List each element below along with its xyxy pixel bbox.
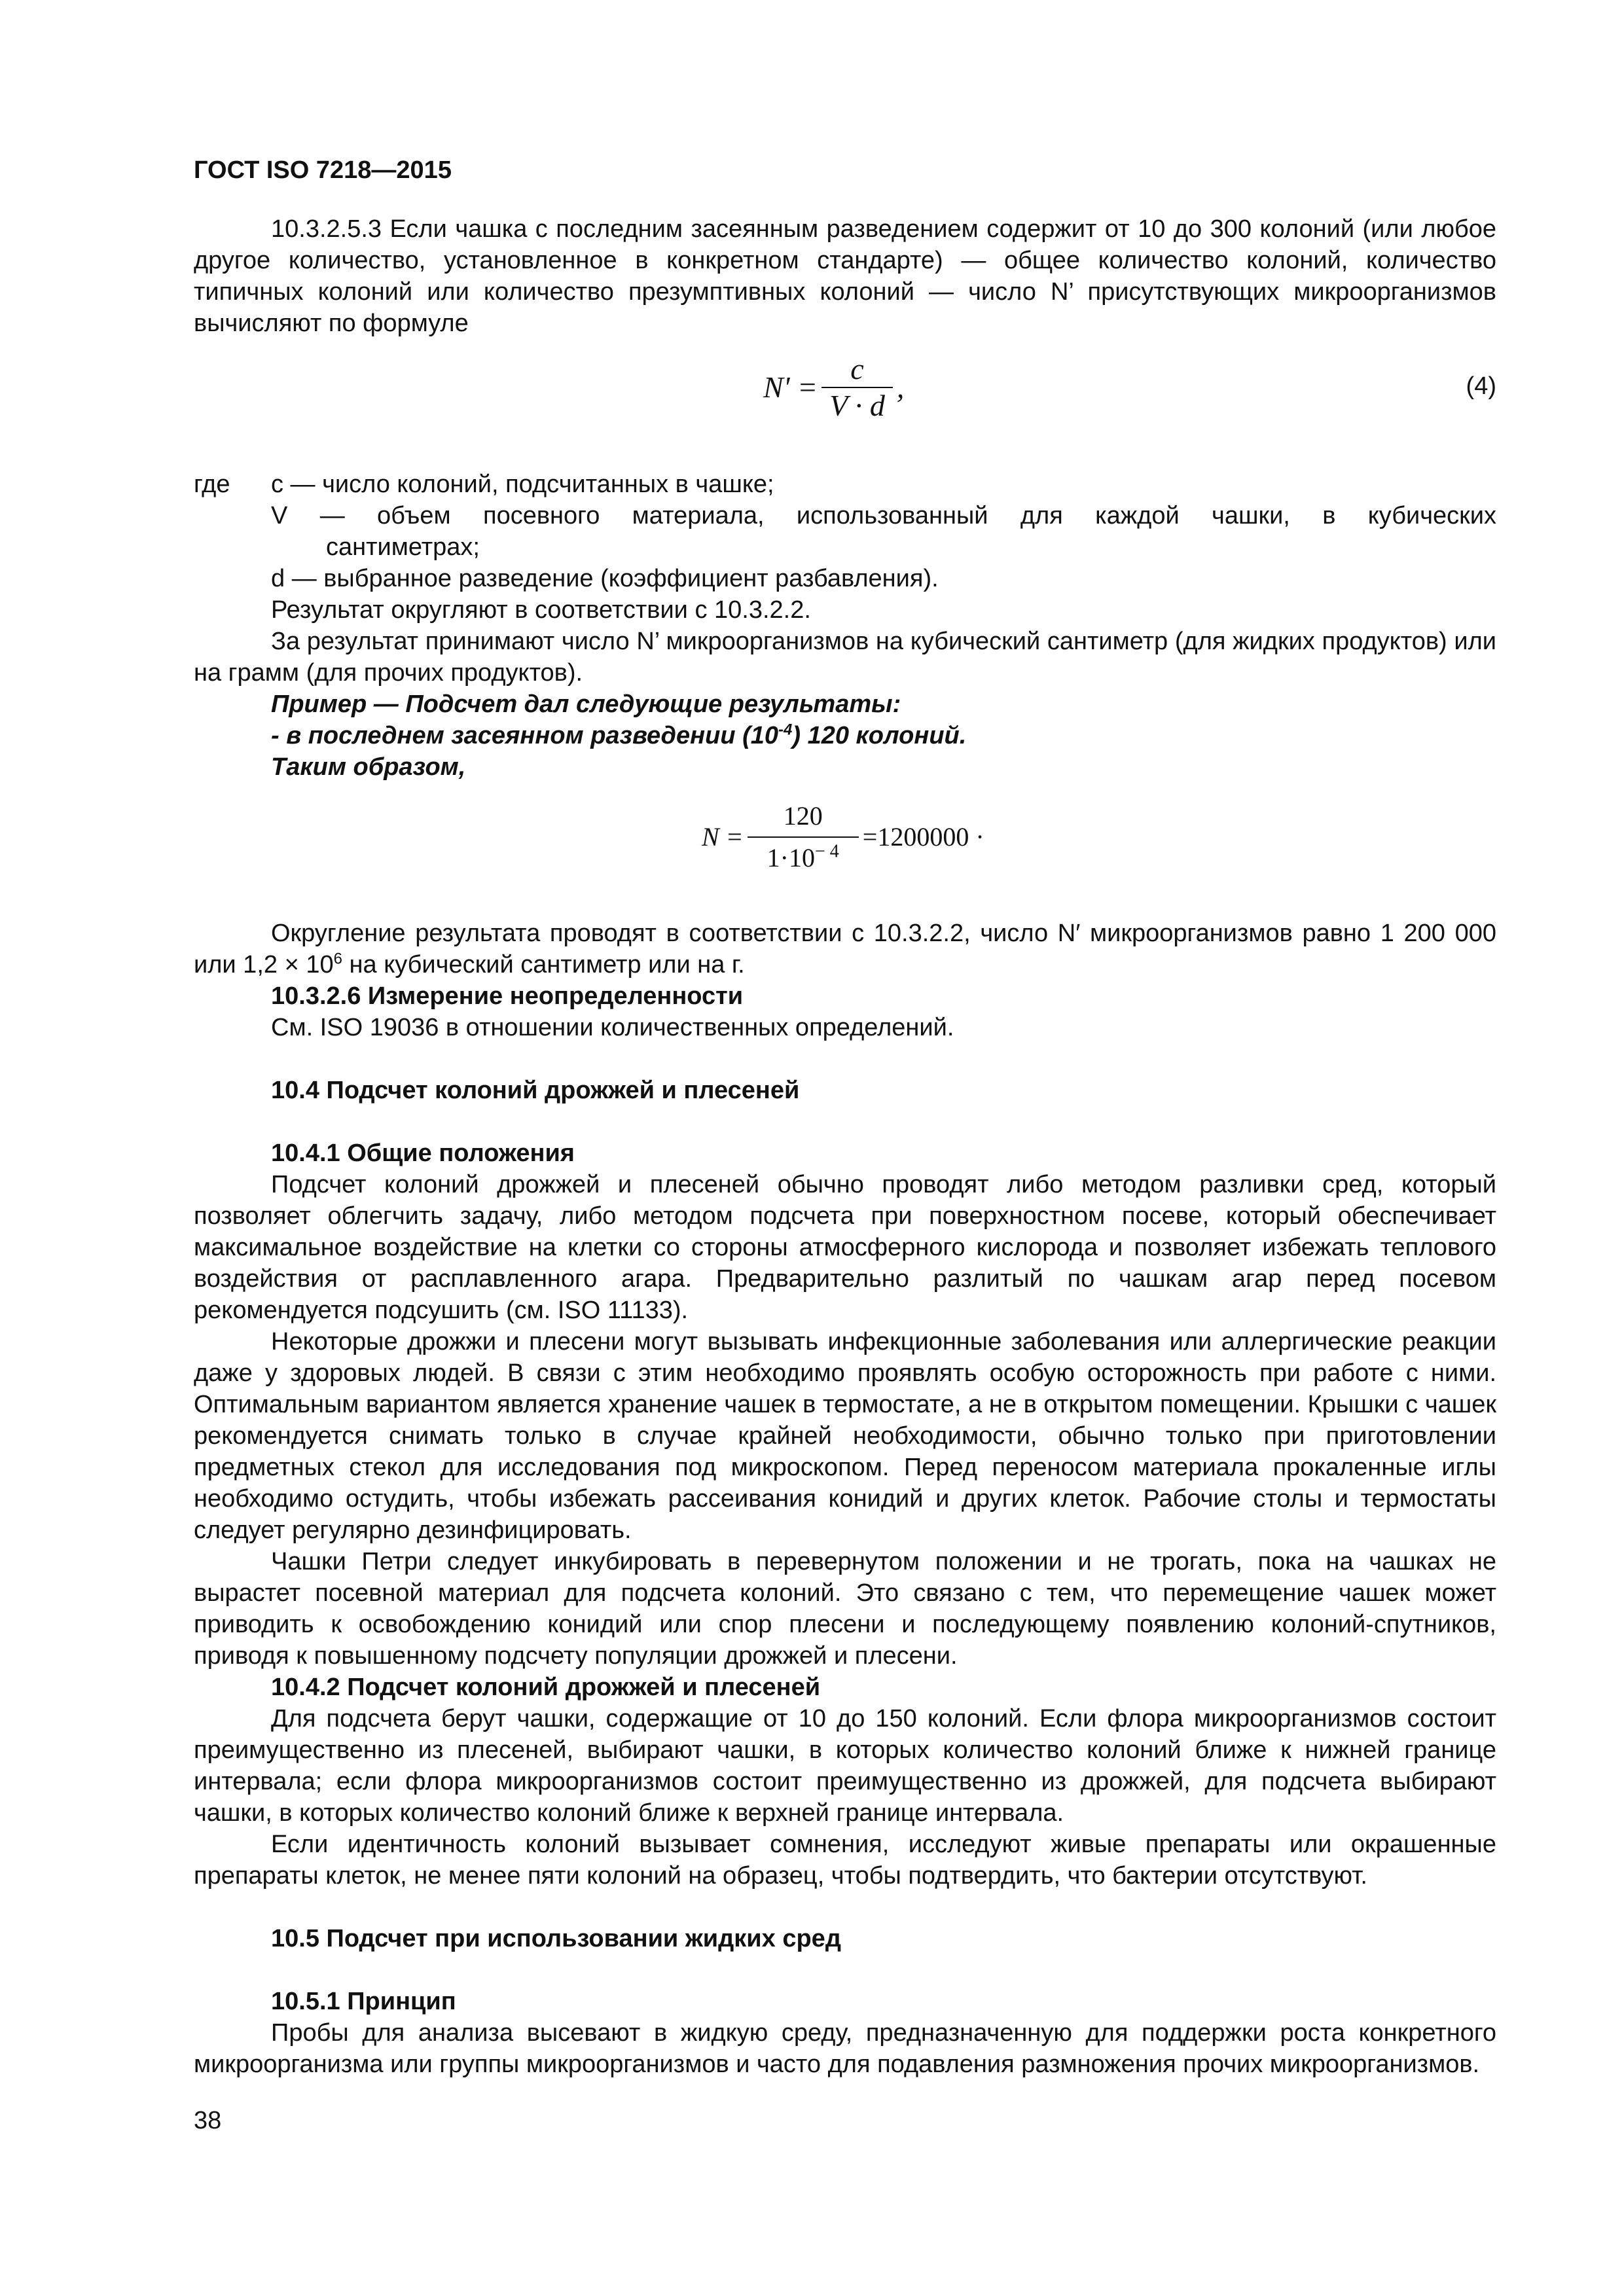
example-exponent: -4 bbox=[778, 721, 793, 739]
document-header: ГОСТ ISO 7218—2015 bbox=[194, 156, 452, 184]
page-content bbox=[194, 213, 1496, 2080]
formula-4 bbox=[194, 342, 1496, 440]
example-line-3: Таким образом, bbox=[271, 753, 466, 781]
spacer bbox=[194, 1954, 1496, 1986]
denominator-base: 1·10 bbox=[767, 843, 815, 872]
heading-10-4-2: 10.4.2 Подсчет колоний дрожжей и плесеней bbox=[271, 1674, 821, 1701]
heading-10-3-2-6: 10.3.2.6 Измерение неопределенности bbox=[271, 982, 744, 1010]
definition-v-line1: V — объем посевного материала, использованный для каждой чашки, в кубических bbox=[271, 502, 1496, 529]
formula-4-denominator: V · d bbox=[829, 389, 885, 422]
rounding-exponent: 6 bbox=[333, 950, 342, 968]
paragraph-10-4-1-a: Подсчет колоний дрожжей и плесеней обычно проводят либо методом разливки сред, который позволяет облегчить задачу, либо методом подсчета при поверхностном посеве, который обеспечивает максимальное воздействие на клетки со стороны атмосферного кислорода и позволяет избежать теплового воздействия от расплавленного агара. Предварительно разлитый по чашкам агар перед посевом рекомендуется подсушить (см. ISO 11133). bbox=[194, 1171, 1496, 1324]
example-line-2 bbox=[194, 720, 1496, 751]
rounding-text: Округление результата проводят в соответствии с 10.3.2.2, число N′ микроорганизмов равно 1 200 000 или 1,2 × 10 bbox=[194, 920, 1496, 978]
result-rounding-note: Результат округляют в соответствии с 10.3.2.2. bbox=[271, 596, 811, 624]
paragraph-10-4-2-b: Если идентичность колоний вызывает сомнения, исследуют живые препараты или окрашенные препараты клеток, не менее пяти колоний на образец, чтобы подтвердить, что бактерии отсутствуют. bbox=[194, 1831, 1496, 1890]
rounding-paragraph bbox=[194, 918, 1496, 980]
heading-10-5: 10.5 Подсчет при использовании жидких сред bbox=[271, 1925, 841, 1952]
formula-example-fraction bbox=[748, 796, 859, 878]
spacer bbox=[194, 1892, 1496, 1923]
spacer bbox=[194, 1043, 1496, 1075]
where-block bbox=[194, 469, 1496, 594]
formula-example-denominator bbox=[748, 838, 859, 878]
formula-example-numerator: 120 bbox=[783, 801, 823, 831]
formula-example-rhs: =1200000 · bbox=[862, 822, 984, 852]
heading-10-5-1: 10.5.1 Принцип bbox=[271, 1988, 456, 2015]
definition-c: c — число колоний, подсчитанных в чашке; bbox=[271, 471, 774, 498]
example-line-2-text: - в последнем засеянном разведении (10 bbox=[271, 722, 779, 749]
page-number: 38 bbox=[194, 2107, 222, 2134]
paragraph-10-4-1-b: Некоторые дрожжи и плесени могут вызывать инфекционные заболевания или аллергические реакции даже у здоровых людей. В связи с этим необходимо проявлять особую осторожность при работе с ними. Оптимальным вариантом является хранение чашек в термостате, а не в открытом помещении. Крышки с чашек рекомендуется снимать только в случае крайней необходимости, обычно только при приготовлении предметных стекол для исследования под микроскопом. Перед переносом материала прокаленные иглы необходимо остудить, чтобы избежать рассеивания конидий и других клеток. Рабочие столы и термостаты следует регулярно дезинфицировать. bbox=[194, 1328, 1496, 1544]
definition-d: d — выбранное разведение (коэффициент разбавления). bbox=[271, 565, 939, 592]
formula-4-tail: , bbox=[896, 370, 905, 404]
result-unit-note: За результат принимают число N’ микроорганизмов на кубический сантиметр (для жидких продуктов) или на грамм (для прочих продуктов). bbox=[194, 628, 1496, 687]
paragraph-10-3-2-6: См. ISO 19036 в отношении количественных определений. bbox=[271, 1014, 954, 1041]
rounding-tail: на кубический сантиметр или на г. bbox=[342, 951, 745, 978]
formula-4-math bbox=[763, 342, 904, 433]
denominator-exponent: − 4 bbox=[815, 841, 839, 862]
paragraph-10-4-2-a: Для подсчета берут чашки, содержащие от 10 до 150 колоний. Если флора микроорганизмов состоит преимущественно из плесеней, выбирают чашки, в которых количество колоний ближе к нижней границе интервала; если флора микроорганизмов состоит преимущественно из дрожжей, для подсчета выбирают чашки, в которых количество колоний ближе к верхней границе интервала. bbox=[194, 1705, 1496, 1827]
example-line-1: Пример — Подсчет дал следующие результаты: bbox=[271, 691, 901, 718]
formula-4-fraction bbox=[821, 351, 893, 423]
heading-10-4-1: 10.4.1 Общие положения bbox=[271, 1139, 575, 1167]
paragraph-10-5-1: Пробы для анализа высевают в жидкую среду, предназначенную для поддержки роста конкретного микроорганизма или группы микроорганизмов и часто для подавления размножения прочих микроорганизмов. bbox=[194, 2019, 1496, 2078]
example-line-2-tail: ) 120 колоний. bbox=[792, 722, 967, 749]
where-label: где bbox=[194, 471, 230, 498]
where-definitions bbox=[271, 469, 1496, 594]
heading-10-4: 10.4 Подсчет колоний дрожжей и плесеней bbox=[271, 1077, 800, 1104]
formula-4-lhs: N' = bbox=[763, 370, 818, 404]
formula-example-lhs: N = bbox=[702, 822, 744, 852]
equation-number: (4) bbox=[1466, 372, 1496, 400]
spacer bbox=[194, 1106, 1496, 1138]
paragraph-10-4-1-c: Чашки Петри следует инкубировать в перевернутом положении и не трогать, пока на чашках не вырастет посевной материал для подсчета колоний. Это связано с тем, что перемещение чашек может приводить к освобождению конидий или спор плесени и последующему появлению колоний-спутников, приводя к повышенному подсчету популяции дрожжей и плесени. bbox=[194, 1548, 1496, 1670]
paragraph-10-3-2-5-3: 10.3.2.5.3 Если чашка с последним засеянным разведением содержит от 10 до 300 колоний (или любое другое количество, установленное в конкретном стандарте) — общее количество колоний, количество типичных колоний или количество презумптивных колоний — число N’ присутствующих микроорганизмов вычисляют по формуле bbox=[194, 215, 1496, 337]
formula-example bbox=[194, 788, 1496, 886]
formula-example-math bbox=[702, 788, 984, 886]
formula-4-numerator: c bbox=[850, 352, 864, 386]
definition-v-line2: сантиметрах; bbox=[326, 533, 480, 561]
